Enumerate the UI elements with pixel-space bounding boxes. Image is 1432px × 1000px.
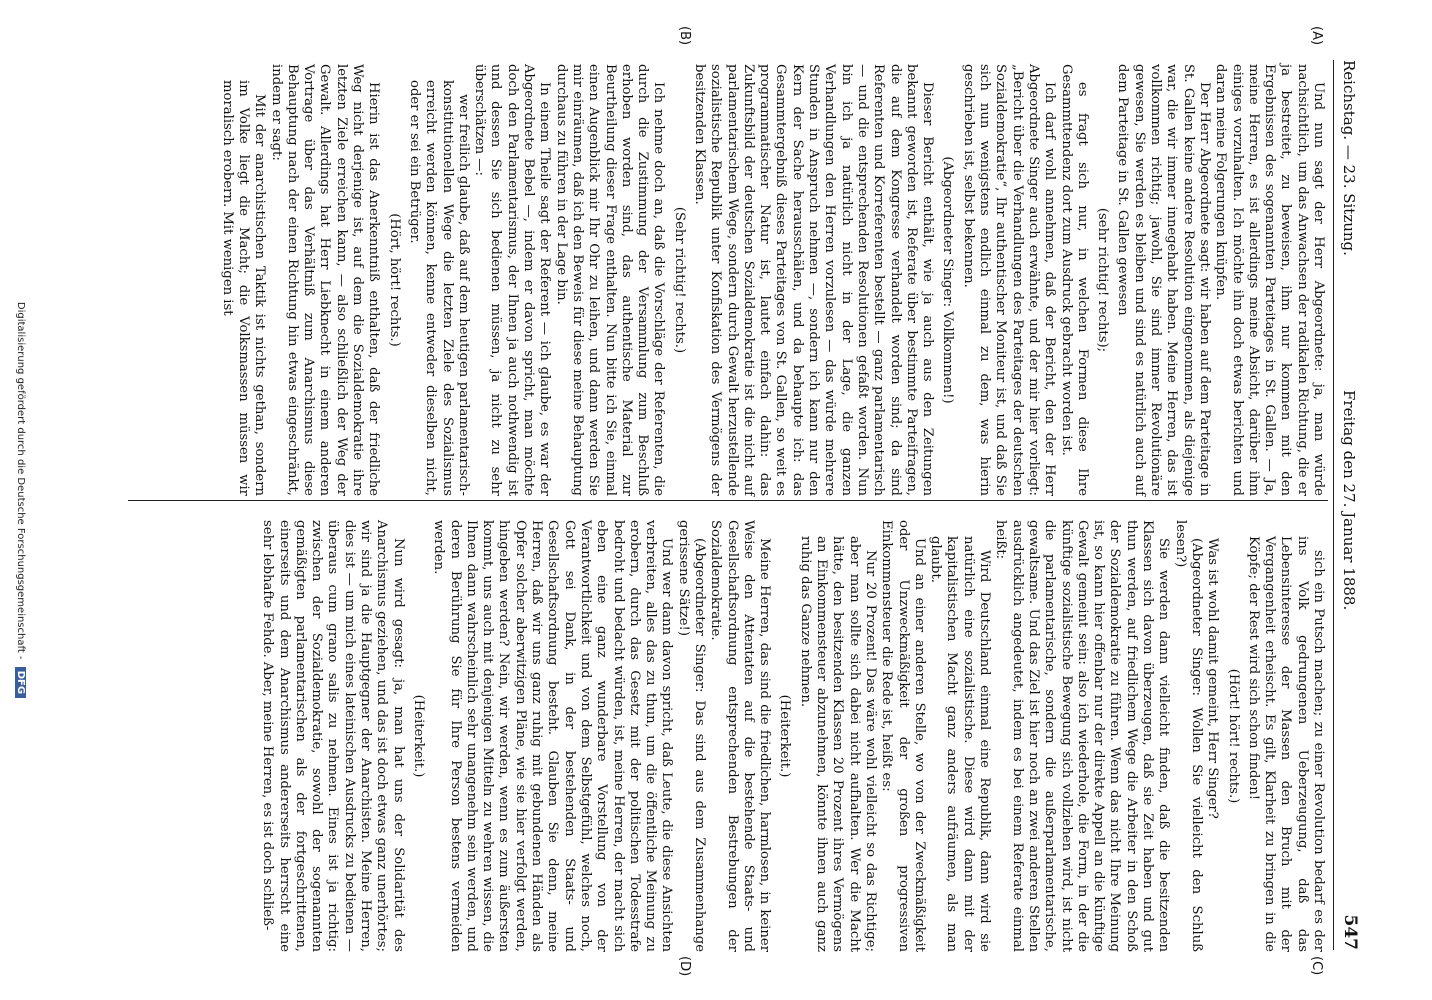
paragraph: es fragt sich nur, in welchen Formen diese Ihre Gesammttendenz dort zum Ausdruck gebracht worden ist. [1058, 64, 1090, 496]
page-number: 547 [1340, 914, 1360, 950]
paragraph: Was ist wohl damit gemeint, Herr Singer? [1205, 538, 1221, 819]
paragraph: (Abgeordneter Singer: Das sind aus dem Zusammenhange gerissene Sätze!) [675, 520, 708, 952]
quoted-passage: Nur 20 Prozent! Das wäre wohl vielleicht so das Richtige; aber man sollte sich dabei nicht aufhalten. Wer die Macht hätte, den besitzenden Klassen 20 Prozent ihres Vermögens an Einkommensteuer abzunehmen, könnte ihnen auch ganz ruhig das Ganze nehmen. [797, 536, 878, 952]
paragraph: In einem Theile sagt der Referent — ich glaube, es war der Abgeordnete Bebel —, indem er davon spricht, man möchte doch den Parlamentarismus, der Ihnen ja auch nothwendig ist und dessen Sie sich bedienen müssen, ja nicht zu sehr überschätzen —: [472, 64, 553, 496]
digitization-footer [15, 0, 26, 1000]
left-column [218, 64, 1326, 496]
paragraph: Ich nehme doch an, daß die Vorschläge der Referenten, die durch die Zustimmung der Versammlung zum Beschluß erhoben worden sind, das authentische Material zur Beurtheilung dieser Frage enthalten. Nun bitte ich Sie, einmal einen Augenblick mir Ihr Ohr zu leihen, und dann werden Sie mir einräumen, daß ich den Beweis für diese meine Behauptung durchaus zu führen in der Lage bin. [553, 64, 667, 496]
paragraph: Nun wird gesagt: ja, man hat uns der Solidarität des Anarchismus geziehen, und das ist doch etwas ganz unerhörtes; wir sind ja die Hauptgegner der Anarchisten. Meine Herren, dies ist — um mich eines lateinischen Ausdrucks zu bedienen — überaus cum grano salis zu nehmen. Eines ist ja richtig: zwischen der Sozialdemokratie, sowohl der sogenannten gemäßigten parlamentarischen als der fortgeschrittenen, einerseits und dem Anarchismus andererseits herrscht eine sehr lebhafte Fehde. Aber, meine Herren, es ist doch schließ- [260, 520, 406, 952]
paragraph: Und an einer anderen Stelle, wo von der Zweckmäßigkeit oder Unzweckmäßigkeit der großen progressiven Einkommensteuer die Rede ist, heißt es: [879, 520, 927, 952]
paragraph: Sie werden dann vielleicht finden, daß die besitzenden Klassen sich davon überzeugen, daß sie Zeit haben und gut thun werden, auf friedlichem Wege die Arbeiter in den Schoß der Sozialdemokratie zu führen. Wenn das nicht Ihre Meinung ist, so kann hier offenbar nur der direkte Appell an die künftige Gewalt gemeint sein: also ich wiederhole, die Form, in der die künftige sozialistische Bewegung sich vollziehen wird, ist nicht die parlamentarische, sondern die außerparlamentarische, gewaltsame. Und das Ziel ist hier noch an zwei anderen Stellen ausdrücklich angedeutet, indem es bei einem Referate einmal heißt: [993, 520, 1172, 952]
paragraph: Und nun sagt der Herr Abgeordnete: ja, man würde nachsichtlich, um das Anwachsen der radikalen Richtung, die er ja bestreitet, zu beweisen, ihm nur kommen mit den Ergebnissen des sogenannten Parteitages in St. Gallen. — Ja, meine Herren, es ist allerdings meine Absicht, darüber ihm einiges vorzuhalten. Ich möchte ihn doch etwas berichten und daran meine Folgerungen knüpfen. [1213, 64, 1326, 496]
header-date: Freitag den 27. Januar 1888. [1340, 390, 1358, 611]
paragraph: (Abgeordneter Singer: Wollen Sie vielleicht den Schluß lesen?) [1172, 520, 1204, 952]
paragraph: Meine Herren, das sind die friedlichen, harmlosen, in keiner Weise den Attentaten auf die bestehende Staats- und Gesellschaftsordnung entsprechenden Bestrebungen der Sozialdemokratie. [708, 520, 773, 952]
paragraph: Dieser Bericht enthält, wie ja auch aus den Zeitungen bekannt geworden ist, Referate über bestimmte Parteifragen, die auf dem Kongresse verhandelt worden sind; da sind Referenten und Korreferenten bestellt — ganz parlamentarisch — und die entsprechenden Resolutionen gefaßt worden. Nun bin ich ja natürlich nicht in der Lage, die ganzen Verhandlungen den Herren vorzulesen — das würde mehrere Stunden in Anspruch nehmen —, sondern ich kann nur den Kern der Sache herausschälen, und da behaupte ich: das Gesammtergebniß dieses Parteitages von St. Gallen, so weit es programmatischer Natur ist, lautet einfach dahin: das Zukunftsbild der deutschen Sozialdemokratie ist die nicht auf parlamentarischem Wege, sondern durch Gewalt herzustellende sozialistische Republik unter Konfiskation des Vermögens der besitzenden Klassen. [692, 64, 936, 496]
quoted-passage: Wird Deutschland einmal eine Republik, dann wird sie natürlich eine sozialistische. Diese wird dann mit der kapitalistischen Macht ganz anders aufräumen, als man glaubt. [928, 536, 993, 952]
header-session: Reichstag. — 23. Sitzung. [1340, 60, 1358, 256]
paragraph: Der Herr Abgeordnete sagt: wir haben auf dem Parteitage in St. Gallen keine andere Resolution eingenommen, als diejenige war, die wir immer innegehabt haben. Meine Herren, das ist vollkommen richtig; jawohl, Sie sind immer Revolutionäre gewesen, Sie werden es bleiben und sind es natürlich auch auf dem Parteitage in St. Gallen gewesen [1115, 64, 1212, 496]
quoted-passage: wer freilich glaube, daß auf dem heutigen parlamentarisch-konstitutionellen Wege die letzten Ziele des Sozialismus erreicht werden können, kenne entweder dieselben nicht, oder er sei ein Betrüger. [406, 80, 471, 496]
right-column [259, 520, 1326, 952]
margin-marker-d: (D) [677, 956, 692, 977]
interjection: (Hört! hört! rechts.) [1225, 668, 1241, 804]
dfg-badge: DFG [15, 667, 26, 698]
quoted-passage: Mit der anarchistischen Taktik ist nichts gethan, sondern im Volke liegt die Macht; die Volksmassen müssen wir moralisch erobern. Mit wenigen ist [219, 80, 268, 496]
interjection: (Abgeordneter Singer: Vollkommen!) [940, 156, 956, 404]
column-divider [128, 500, 1328, 501]
paragraph: Und wer dann davon spricht, daß Leute, die diese Ansichten verbreiten, alles das zu thun, um die öffentliche Meinung zu erobern, durch das Gesetz mit der politischen Todesstrafe bedroht und bedacht würden, ist, meine Herren, der macht sich eben eine ganz wunderbare Vorstellung von der Verantwortlichkeit und von dem Selbstgefühl, welches noch, Gott sei Dank, in der bestehenden Staats- und Gesellschaftsordnung besteht. Glauben Sie denn, meine Herren, daß wir uns ganz ruhig mit gebundenen Händen als Opfer solcher aberwitzigen Pläne, wie sie hier verfolgt werden, hingeben werden? Nein, wir werden, wenn es zum äußersten kommt, uns auch mit denjenigen Mitteln zu wehren wissen, die Ihnen dann wahrscheinlich sehr unangenehm sein werden, und deren Berührung Sie für Ihre Person bestens vermeiden werden. [431, 520, 675, 952]
interjection: (Hört, hört! rechts.) [386, 213, 402, 347]
paragraph: Hierin ist das Anerkenntniß enthalten, daß der friedliche Weg nicht derjenige ist, auf dem die Sozialdemokratie ihre letzten Ziele erreichen kann, — also schließlich der Weg der Gewalt. Allerdings hat Herr Liebknecht in einem anderen Vortrage über das Verhältniß zum Anarchismus diese Behauptung nach der einen Richtung hin etwas eingeschränkt, indem er sagt: [268, 64, 382, 496]
quoted-passage: sich ein Putsch machen; zu einer Revolution bedarf es der ins Volk gedrungenen Ueberzeugung, daß das Lebensinteresse der Massen den Bruch mit der Vergangenheit erheischt. Es gilt, Klarheit zu bringen in die Köpfe; der Rest wird sich schon finden! [1245, 536, 1326, 952]
margin-marker-b: (B) [677, 26, 692, 46]
interjection: (Heiterkeit.) [777, 694, 793, 778]
margin-marker-a: (A) [1309, 26, 1324, 46]
interjection: (Sehr richtig! rechts.) [671, 206, 687, 354]
interjection: (sehr richtig! rechts); [1095, 207, 1111, 353]
paragraph: Ich darf wohl annehmen, daß der Bericht, den der Herr Abgeordnete Singer auch erwähnte, und der mir hier vorliegt: „Bericht über die Verhandlungen des Parteitages der deutschen Sozialdemokratie“, Ihr authentischer Moniteur ist, und daß Sie sich nun wenigstens endlich einmal zu dem, was hierin geschrieben ist, selbst bekennen. [960, 64, 1058, 496]
page-header [1333, 60, 1360, 950]
margin-marker-c: (C) [1309, 956, 1324, 976]
interjection: (Heiterkeit.) [410, 694, 426, 778]
digitization-note: Digitalisierung gefördert durch die Deutsche Forschungsgemeinschaft - [15, 301, 26, 660]
